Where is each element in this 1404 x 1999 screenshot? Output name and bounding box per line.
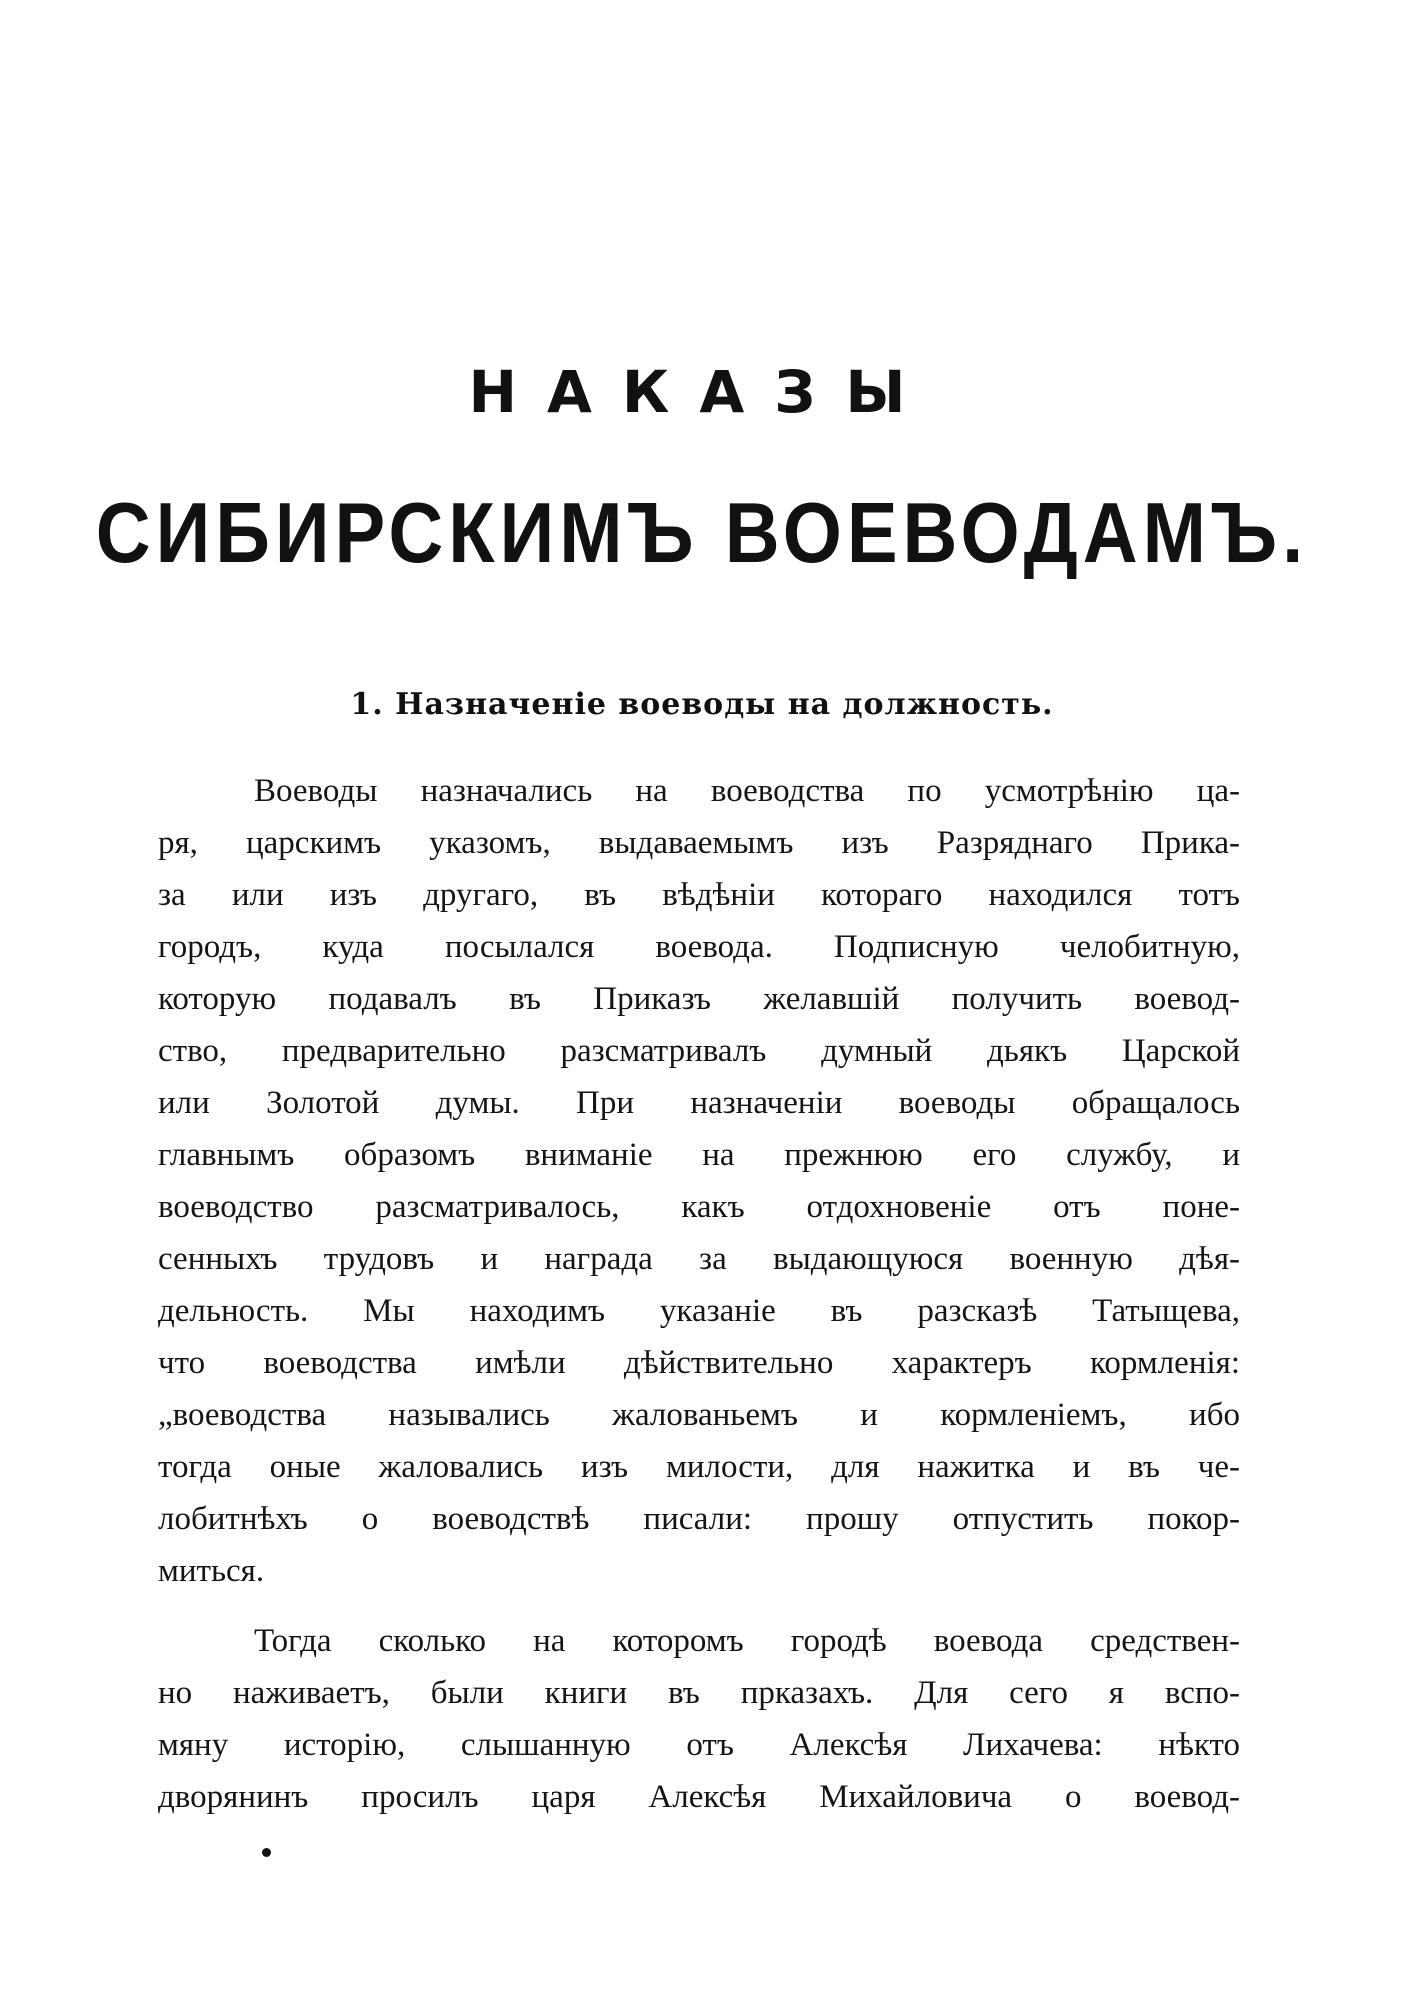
text-line: дельность. Мы находимъ указаніе въ разсказѣ Татыщева, [158, 1293, 1240, 1329]
page-subtitle: СИБИРСКИМЪ ВОЕВОДАМЪ. [95, 485, 1309, 582]
printer-mark-dot [262, 1848, 271, 1857]
text-line: главнымъ образомъ вниманіе на прежнюю его службу, и [158, 1137, 1240, 1173]
text-line: „воеводства назывались жалованьемъ и кормленіемъ, ибо [158, 1397, 1240, 1433]
text-line: лобитнѣхъ о воеводствѣ писали: прошу отпустить покор- [158, 1501, 1240, 1537]
section-heading: 1. Назначеніе воеводы на должность. [350, 687, 1054, 722]
text-line: но наживаетъ, были книги въ прказахъ. Для сего я вспо- [158, 1675, 1240, 1711]
text-line: за или изъ другаго, въ вѣдѣніи котораго находился тотъ [158, 877, 1240, 913]
text-line: что воеводства имѣли дѣйствительно характеръ кормленія: [158, 1345, 1240, 1381]
text-line: Воеводы назначались на воеводства по усмотрѣнію ца- [254, 773, 1240, 809]
text-line: или Золотой думы. При назначеніи воеводы обращалось [158, 1085, 1240, 1121]
page-title: НАКАЗЫ [468, 358, 936, 426]
text-line: ство, предварительно разсматривалъ думный дьякъ Царской [158, 1033, 1240, 1069]
text-line: тогда оные жаловались изъ милости, для нажитка и въ че- [158, 1449, 1240, 1485]
text-line: сенныхъ трудовъ и награда за выдающуюся военную дѣя- [158, 1241, 1240, 1277]
text-line: дворянинъ просилъ царя Алексѣя Михайловича о воевод- [158, 1779, 1240, 1815]
text-line: воеводство разсматривалось, какъ отдохновеніе отъ поне- [158, 1189, 1240, 1225]
text-line: Тогда сколько на которомъ городѣ воевода средствен- [254, 1623, 1240, 1659]
text-line: которую подавалъ въ Приказъ желавшій получить воевод- [158, 981, 1240, 1017]
text-line: городъ, куда посылался воевода. Подписную челобитную, [158, 929, 1240, 965]
text-line: ря, царскимъ указомъ, выдаваемымъ изъ Разряднаго Прика- [158, 825, 1240, 861]
text-line: миться. [158, 1553, 265, 1589]
text-line: мяну исторію, слышанную отъ Алексѣя Лихачева: нѣкто [158, 1727, 1240, 1763]
